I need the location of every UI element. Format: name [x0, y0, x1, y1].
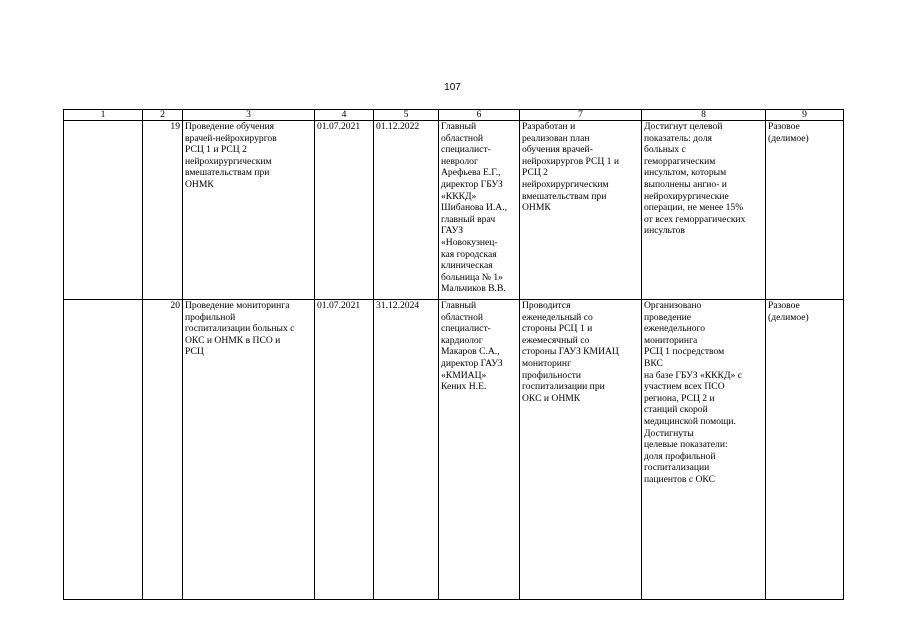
- cell-indicator: Организовано проведение еженедельного мониторинга РСЦ 1 посредством ВКС на базе ГБУЗ «КККД» с участием всех ПСО региона, РСЦ 2 и станций скорой медицинской помощи. Достигнуты целевые показатели: доля профильной госпитализации пациентов с ОКС: [642, 300, 766, 600]
- cell-start-date: 01.07.2021: [315, 300, 374, 600]
- cell-start-date: 01.07.2021: [315, 121, 374, 300]
- table-row: [64, 300, 844, 600]
- cell-activity: Проведение обучения врачей-нейрохирургов РСЦ 1 и РСЦ 2 нейрохирургическим вмешательствам при ОНМК: [183, 121, 315, 300]
- column-header-9: 9: [766, 110, 844, 121]
- cell-item-number: 20: [143, 300, 183, 600]
- column-header-5: 5: [374, 110, 439, 121]
- column-header-7: 7: [520, 110, 642, 121]
- cell-result: Проводится еженедельный со стороны РСЦ 1 и ежемесячный со стороны ГАУЗ КМИАЦ мониторинг профильности госпитализации при ОКС и ОНМК: [520, 300, 642, 600]
- column-header-3: 3: [183, 110, 315, 121]
- cell-end-date: 31.12.2024: [374, 300, 439, 600]
- cell-result: Разработан и реализован план обучения врачей- нейрохирургов РСЦ 1 и РСЦ 2 нейрохирургическим вмешательствам при ОНМК: [520, 121, 642, 300]
- cell-section: [64, 121, 143, 300]
- cell-end-date: 01.12.2022: [374, 121, 439, 300]
- plan-table: [63, 109, 844, 600]
- cell-activity: Проведение мониторинга профильной госпитализации больных с ОКС и ОНМК в ПСО и РСЦ: [183, 300, 315, 600]
- column-header-1: 1: [64, 110, 143, 121]
- cell-section: [64, 300, 143, 600]
- cell-type: Разовое (делимое): [766, 121, 844, 300]
- column-number-row: [64, 110, 844, 121]
- cell-responsible: Главный областной специалист- невролог Арефьева Е.Г., директор ГБУЗ «КККД» Шибанова И.А., главный врач ГАУЗ «Новокузнец- кая городская клиническая больница № 1» Мальчиков В.В.: [439, 121, 520, 300]
- page-number: 107: [444, 82, 461, 93]
- cell-item-number: 19: [143, 121, 183, 300]
- cell-responsible: Главный областной специалист- кардиолог Макаров С.А., директор ГАУЗ «КМИАЦ» Кених Н.Е.: [439, 300, 520, 600]
- column-header-6: 6: [439, 110, 520, 121]
- cell-indicator: Достигнут целевой показатель: доля больных с геморрагическим инсультом, которым выполнены ангио- и нейрохирургические операции, не менее 15% от всех геморрагических инсультов: [642, 121, 766, 300]
- column-header-2: 2: [143, 110, 183, 121]
- column-header-4: 4: [315, 110, 374, 121]
- cell-type: Разовое (делимое): [766, 300, 844, 600]
- column-header-8: 8: [642, 110, 766, 121]
- table-row: [64, 121, 844, 300]
